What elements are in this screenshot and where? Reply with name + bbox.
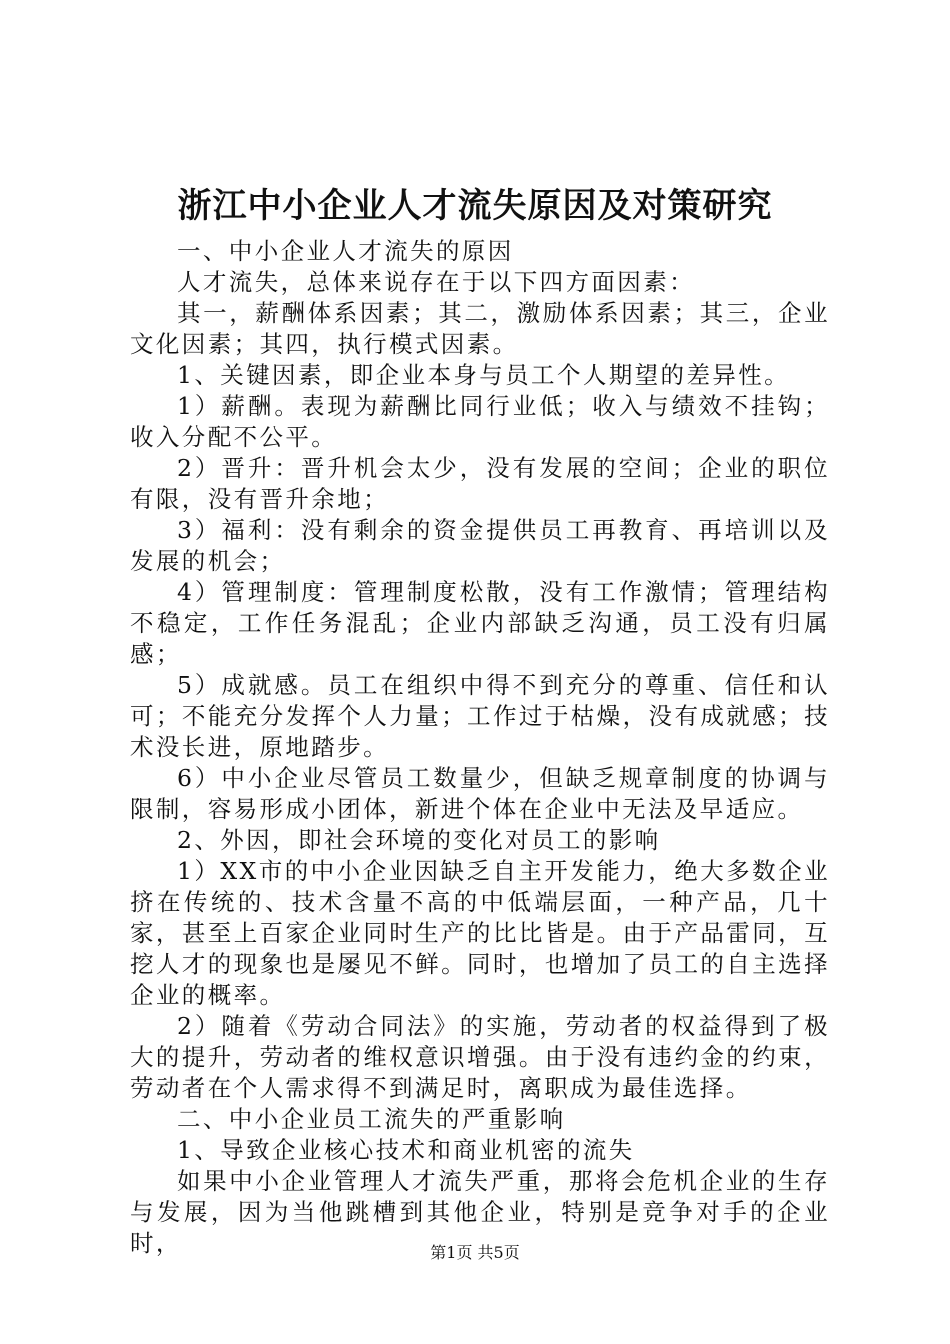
page-number-footer: 第1页 共5页 bbox=[430, 1243, 520, 1262]
paragraph: 1）薪酬。表现为薪酬比同行业低；收入与绩效不挂钩；收入分配不公平。 bbox=[130, 392, 830, 451]
paragraph: 2）随着《劳动合同法》的实施，劳动者的权益得到了极大的提升，劳动者的维权意识增强。由于没有违约金的约束，劳动者在个人需求得不到满足时，离职成为最佳选择。 bbox=[130, 1012, 830, 1102]
paragraph: 2）晋升：晋升机会太少，没有发展的空间；企业的职位有限，没有晋升余地； bbox=[130, 454, 830, 513]
paragraph: 3）福利：没有剩余的资金提供员工再教育、再培训以及发展的机会； bbox=[130, 516, 830, 575]
paragraph: 1、导致企业核心技术和商业机密的流失 bbox=[177, 1136, 635, 1164]
paragraph: 其一，薪酬体系因素；其二，激励体系因素；其三，企业文化因素；其四，执行模式因素。 bbox=[130, 299, 830, 358]
paragraph: 4）管理制度：管理制度松散，没有工作激情；管理结构不稳定，工作任务混乱；企业内部缺乏沟通，员工没有归属感； bbox=[130, 578, 830, 668]
paragraph: 2、外因，即社会环境的变化对员工的影响 bbox=[177, 826, 661, 854]
paragraph: 6）中小企业尽管员工数量少，但缺乏规章制度的协调与限制，容易形成小团体，新进个体在企业中无法及早适应。 bbox=[130, 764, 830, 823]
paragraph: 如果中小企业管理人才流失严重，那将会危机企业的生存与发展，因为当他跳槽到其他企业，特别是竞争对手的企业时， bbox=[130, 1167, 830, 1257]
paragraph: 1）XX市的中小企业因缺乏自主开发能力，绝大多数企业挤在传统的、技术含量不高的中低端层面，一种产品，几十家，甚至上百家企业同时生产的比比皆是。由于产品雷同，互挖人才的现象也是屡见不鲜。同时，也增加了员工的自主选择企业的概率。 bbox=[130, 857, 830, 1009]
paragraph: 二、中小企业员工流失的严重影响 bbox=[177, 1105, 566, 1133]
paragraph: 一、中小企业人才流失的原因 bbox=[177, 237, 514, 265]
paragraph: 人才流失，总体来说存在于以下四方面因素： bbox=[177, 268, 695, 296]
document-body bbox=[130, 236, 830, 1259]
document-title: 浙江中小企业人才流失原因及对策研究 bbox=[177, 186, 773, 226]
paragraph: 5）成就感。员工在组织中得不到充分的尊重、信任和认可；不能充分发挥个人力量；工作过于枯燥，没有成就感；技术没长进，原地踏步。 bbox=[130, 671, 830, 761]
paragraph: 1、关键因素，即企业本身与员工个人期望的差异性。 bbox=[177, 361, 791, 389]
